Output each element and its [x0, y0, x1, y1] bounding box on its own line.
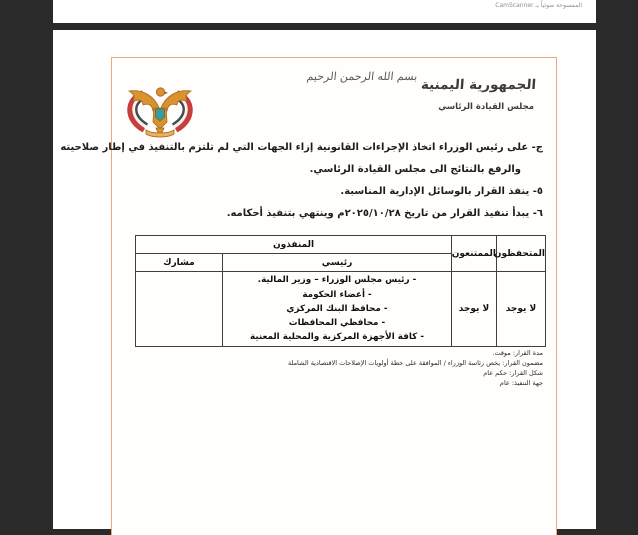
executor-item: - محافظي المحافظات — [288, 318, 386, 329]
meta-duration: مدة القرار: موقت. — [492, 349, 543, 357]
decree-metadata — [288, 348, 543, 388]
executor-item: - محافظ البنك المركزي — [286, 303, 388, 314]
executor-item: - أعضاء الحكومة — [302, 289, 372, 300]
col-header-abstained: الممتنعون — [452, 236, 497, 272]
document-page — [53, 30, 596, 529]
clause-6: ٦- يبدأ تنفيذ القرار من تاريخ ٢٠٢٥/١٠/٢٨م وينتهي بتنفيذ أحكامه. — [226, 208, 543, 219]
yemen-emblem-icon — [119, 84, 201, 140]
cell-primary-executors — [223, 272, 452, 347]
scan-frame — [60, 57, 557, 535]
council-title: مجلس القيادة الرئاسي — [438, 102, 534, 112]
executor-item: - كافة الأجهزة المركزية والمحلية المعنية — [249, 332, 424, 343]
col-header-participant: مشارك — [136, 254, 223, 272]
executor-item: - رئيس مجلس الوزراء – وزير المالية. — [257, 275, 417, 286]
col-header-executors: المنفذون — [136, 236, 452, 254]
clause-5: ٥- ينفذ القرار بالوسائل الإدارية المناسبة. — [340, 186, 543, 197]
camscanner-watermark: الممسوحة ضوئياً بـ CamScanner — [495, 2, 582, 9]
cell-participant-value — [136, 272, 223, 347]
republic-title: الجمهورية اليمنية — [420, 77, 537, 93]
previous-page-bottom — [53, 0, 596, 23]
bismillah-calligraphy: بسم الله الرحمن الرحيم — [306, 70, 418, 83]
meta-form: شكل القرار: حكم عام — [483, 369, 543, 377]
clause-c-line1: ج- على رئيس الوزراء اتخاذ الإجراءات القانونية إزاء الجهات التي لم تلتزم بالتنفيذ في إطار صلاحيته — [60, 142, 543, 153]
decree-table — [135, 235, 546, 347]
col-header-reserved: المتحفظون — [497, 236, 546, 272]
cell-reserved-value: لا يوجد — [497, 272, 546, 347]
clause-c-line2: والرفع بالنتائج الى مجلس القيادة الرئاسي. — [309, 164, 521, 175]
cell-abstained-value: لا يوجد — [452, 272, 497, 347]
col-header-primary: رئيسي — [223, 254, 452, 272]
meta-executing-body: جهة التنفيذ: عام — [499, 379, 543, 387]
meta-content: مضمون القرار: يخص رئاسة الوزراء / الموافقة على خطة أولويات الإصلاحات الاقتصادية الشاملة — [287, 359, 543, 367]
decree-clauses — [60, 137, 543, 225]
